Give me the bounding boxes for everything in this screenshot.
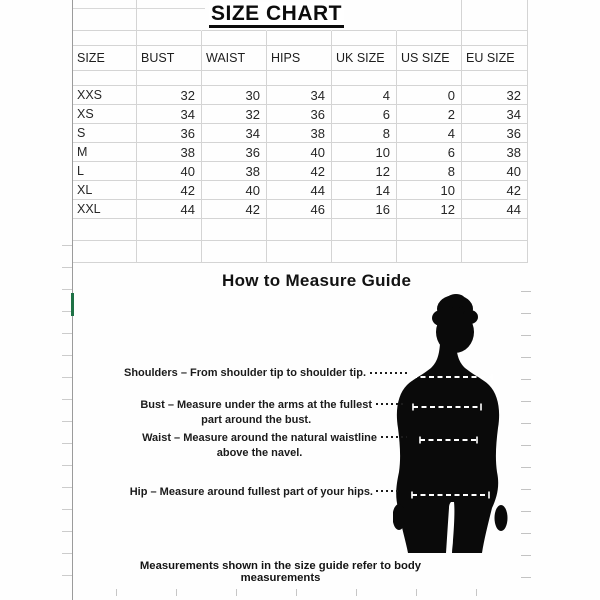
size-value-cell[interactable]: 32 bbox=[462, 86, 528, 105]
size-label-cell[interactable]: XS bbox=[73, 105, 137, 124]
column-header-uk-size[interactable]: UK SIZE bbox=[332, 46, 397, 71]
spacer-cell bbox=[397, 31, 462, 46]
spacer-cell bbox=[137, 71, 202, 86]
spacer-cell bbox=[462, 241, 528, 263]
size-value-cell[interactable]: 44 bbox=[462, 200, 528, 219]
size-label-cell[interactable]: XXL bbox=[73, 200, 137, 219]
spacer-cell bbox=[332, 31, 397, 46]
leader-dots-waist bbox=[381, 436, 407, 438]
spacer-cell bbox=[397, 71, 462, 86]
leader-dots-shoulders bbox=[370, 372, 407, 374]
spacer-cell bbox=[137, 241, 202, 263]
spacer-cell bbox=[397, 219, 462, 241]
size-value-cell[interactable]: 12 bbox=[397, 200, 462, 219]
column-gridline-stubs-bottom bbox=[116, 589, 526, 596]
size-value-cell[interactable]: 38 bbox=[202, 162, 267, 181]
spacer-cell bbox=[73, 219, 137, 241]
size-value-cell[interactable]: 42 bbox=[137, 181, 202, 200]
size-value-cell[interactable]: 38 bbox=[267, 124, 332, 143]
size-value-cell[interactable]: 6 bbox=[332, 105, 397, 124]
size-value-cell[interactable]: 6 bbox=[397, 143, 462, 162]
spacer-cell bbox=[73, 71, 137, 86]
size-value-cell[interactable]: 36 bbox=[462, 124, 528, 143]
title-row-cell bbox=[462, 0, 528, 31]
size-table bbox=[73, 0, 528, 263]
size-value-cell[interactable]: 32 bbox=[137, 86, 202, 105]
leader-dots-bust bbox=[376, 403, 403, 405]
guide-title: How to Measure Guide bbox=[222, 271, 412, 290]
size-label-cell[interactable]: S bbox=[73, 124, 137, 143]
size-label-cell[interactable]: XXS bbox=[73, 86, 137, 105]
size-value-cell[interactable]: 40 bbox=[137, 162, 202, 181]
female-back-silhouette-icon bbox=[393, 292, 533, 561]
size-value-cell[interactable]: 36 bbox=[137, 124, 202, 143]
instruction-line: Shoulders – From shoulder tip to shoulder tip. bbox=[123, 367, 366, 379]
size-value-cell[interactable]: 36 bbox=[202, 143, 267, 162]
spacer-cell bbox=[267, 31, 332, 46]
size-value-cell[interactable]: 42 bbox=[202, 200, 267, 219]
spacer-cell bbox=[462, 219, 528, 241]
spacer-cell bbox=[202, 31, 267, 46]
instruction-line: Hip – Measure around fullest part of your hips. bbox=[129, 486, 373, 498]
column-header-hips[interactable]: HIPS bbox=[267, 46, 332, 71]
size-value-cell[interactable]: 42 bbox=[462, 181, 528, 200]
size-value-cell[interactable]: 40 bbox=[267, 143, 332, 162]
size-label-cell[interactable]: XL bbox=[73, 181, 137, 200]
instruction-line: Bust – Measure under the arms at the fullest bbox=[140, 399, 372, 411]
size-value-cell[interactable]: 34 bbox=[462, 105, 528, 124]
size-value-cell[interactable]: 36 bbox=[267, 105, 332, 124]
instruction-shoulders bbox=[124, 366, 366, 381]
spacer-cell bbox=[73, 31, 137, 46]
size-value-cell[interactable]: 4 bbox=[332, 86, 397, 105]
active-cell-marker bbox=[71, 293, 74, 316]
spacer-cell bbox=[73, 241, 137, 263]
size-value-cell[interactable]: 2 bbox=[397, 105, 462, 124]
title-row-cell bbox=[137, 0, 202, 31]
page-title: SIZE CHART bbox=[209, 2, 344, 28]
instruction-waist bbox=[142, 431, 377, 460]
spacer-cell bbox=[332, 219, 397, 241]
instruction-hip bbox=[130, 485, 373, 500]
size-value-cell[interactable]: 32 bbox=[202, 105, 267, 124]
size-value-cell[interactable]: 34 bbox=[202, 124, 267, 143]
spacer-cell bbox=[332, 71, 397, 86]
size-value-cell[interactable]: 34 bbox=[267, 86, 332, 105]
column-header-us-size[interactable]: US SIZE bbox=[397, 46, 462, 71]
size-label-cell[interactable]: L bbox=[73, 162, 137, 181]
instruction-line: Waist – Measure around the natural waistline bbox=[142, 432, 377, 444]
title-row-cell bbox=[397, 0, 462, 31]
spacer-cell bbox=[462, 71, 528, 86]
size-value-cell[interactable]: 14 bbox=[332, 181, 397, 200]
size-value-cell[interactable]: 34 bbox=[137, 105, 202, 124]
instruction-line: above the navel. bbox=[216, 446, 303, 459]
size-value-cell[interactable]: 40 bbox=[202, 181, 267, 200]
size-value-cell[interactable]: 8 bbox=[332, 124, 397, 143]
size-value-cell[interactable]: 8 bbox=[397, 162, 462, 181]
size-value-cell[interactable]: 30 bbox=[202, 86, 267, 105]
size-value-cell[interactable]: 40 bbox=[462, 162, 528, 181]
size-value-cell[interactable]: 46 bbox=[267, 200, 332, 219]
size-value-cell[interactable]: 38 bbox=[462, 143, 528, 162]
spacer-cell bbox=[267, 71, 332, 86]
size-value-cell[interactable]: 0 bbox=[397, 86, 462, 105]
instruction-bust bbox=[140, 398, 372, 427]
spacer-cell bbox=[202, 71, 267, 86]
spacer-cell bbox=[202, 241, 267, 263]
column-header-size[interactable]: SIZE bbox=[73, 46, 137, 71]
size-value-cell[interactable]: 16 bbox=[332, 200, 397, 219]
spacer-cell bbox=[137, 31, 202, 46]
spacer-cell bbox=[397, 241, 462, 263]
size-value-cell[interactable]: 10 bbox=[397, 181, 462, 200]
spacer-cell bbox=[267, 219, 332, 241]
size-value-cell[interactable]: 4 bbox=[397, 124, 462, 143]
spacer-cell bbox=[462, 31, 528, 46]
column-header-waist[interactable]: WAIST bbox=[202, 46, 267, 71]
spacer-cell bbox=[267, 241, 332, 263]
size-value-cell[interactable]: 12 bbox=[332, 162, 397, 181]
column-header-bust[interactable]: BUST bbox=[137, 46, 202, 71]
instruction-line: part around the bust. bbox=[201, 413, 312, 426]
size-value-cell[interactable]: 44 bbox=[137, 200, 202, 219]
size-value-cell[interactable]: 42 bbox=[267, 162, 332, 181]
title-row-cell bbox=[73, 0, 137, 31]
guide-footnote: Measurements shown in the size guide refer to body measurements bbox=[139, 560, 422, 584]
spacer-cell bbox=[202, 219, 267, 241]
size-label-cell[interactable]: M bbox=[73, 143, 137, 162]
spacer-cell bbox=[332, 241, 397, 263]
column-header-eu-size[interactable]: EU SIZE bbox=[462, 46, 528, 71]
size-value-cell[interactable]: 44 bbox=[267, 181, 332, 200]
size-value-cell[interactable]: 10 bbox=[332, 143, 397, 162]
spacer-cell bbox=[137, 219, 202, 241]
size-value-cell[interactable]: 38 bbox=[137, 143, 202, 162]
leader-dots-hip bbox=[376, 490, 399, 492]
